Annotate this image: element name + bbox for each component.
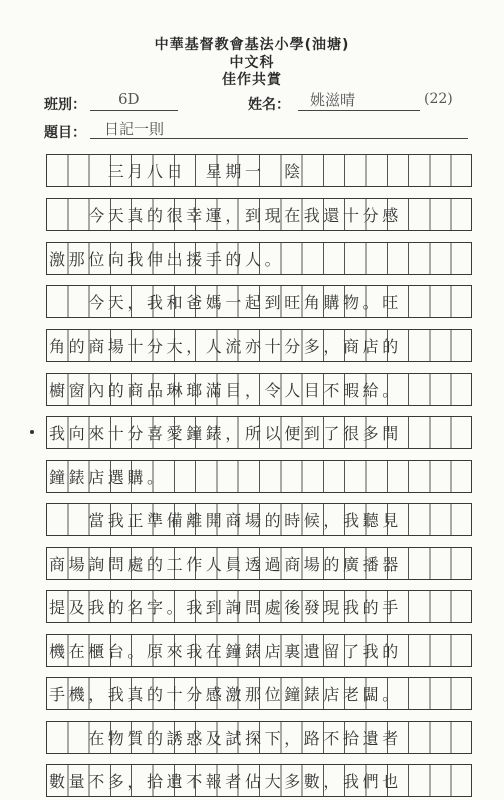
class-value: 6D xyxy=(118,90,140,108)
grid-row xyxy=(46,590,472,623)
grid-row xyxy=(46,460,472,493)
subject-title: 中文科 xyxy=(229,55,275,71)
essay-line: 當我正準備離開商場的時候，我聽見 xyxy=(49,511,402,530)
class-underline xyxy=(90,110,178,111)
grid-row xyxy=(46,547,472,580)
essay-line: 三月八日 星期一 陰 xyxy=(49,162,304,181)
ink-dot xyxy=(30,430,34,434)
name-underline xyxy=(298,110,420,111)
essay-line: 機在櫃台。原來我在鐘錶店裏遺留了我的 xyxy=(49,642,402,661)
topic-label: 題目： xyxy=(44,125,86,141)
grid-row xyxy=(46,285,472,318)
essay-line: 鐘錶店選購。 xyxy=(49,468,167,487)
essay-line: 今天，我和爸媽一起到旺角購物。旺 xyxy=(49,293,402,312)
topic-value: 日記一則 xyxy=(104,120,165,138)
essay-line: 我向來十分喜愛鐘錶，所以便到了很多間 xyxy=(49,424,402,443)
grid-row xyxy=(46,416,472,449)
essay-line: 數量不多，拾遺不報者佔大多數，我們也 xyxy=(49,772,402,791)
grid-row xyxy=(46,634,472,667)
grid-row xyxy=(46,764,472,797)
section-title: 佳作共賞 xyxy=(222,72,282,88)
school-title: 中華基督教會基法小學(油塘) xyxy=(154,37,350,53)
grid-row xyxy=(46,198,472,231)
essay-line: 手機，我真的十分感激那位鐘錶店老闆。 xyxy=(49,685,402,704)
name-value: 姚滋晴 xyxy=(310,91,356,109)
grid-row xyxy=(46,503,472,536)
essay-line: 提及我的名字。我到詢問處後發現我的手 xyxy=(49,598,402,617)
essay-line: 激那位向我伸出援手的人。 xyxy=(49,250,285,269)
essay-line: 今天真的很幸運，到現在我還十分感 xyxy=(49,206,402,225)
essay-line: 角的商場十分大，人流亦十分多，商店的 xyxy=(49,337,402,356)
grid-row xyxy=(46,154,472,187)
grid-row xyxy=(46,721,472,754)
essay-line: 商場詢問處的工作人員透過商場的廣播器 xyxy=(49,555,402,574)
essay-line: 在物質的誘惑及試探下，路不拾遺者 xyxy=(49,729,402,748)
class-label: 班別： xyxy=(44,97,86,113)
grid-row xyxy=(46,242,472,275)
student-number: (22) xyxy=(424,91,453,107)
essay-line: 櫥窗內的商品琳瑯滿目，令人目不暇給。 xyxy=(49,381,402,400)
grid-row xyxy=(46,329,472,362)
grid-row xyxy=(46,373,472,406)
name-label: 姓名： xyxy=(248,97,290,113)
grid-row xyxy=(46,677,472,710)
